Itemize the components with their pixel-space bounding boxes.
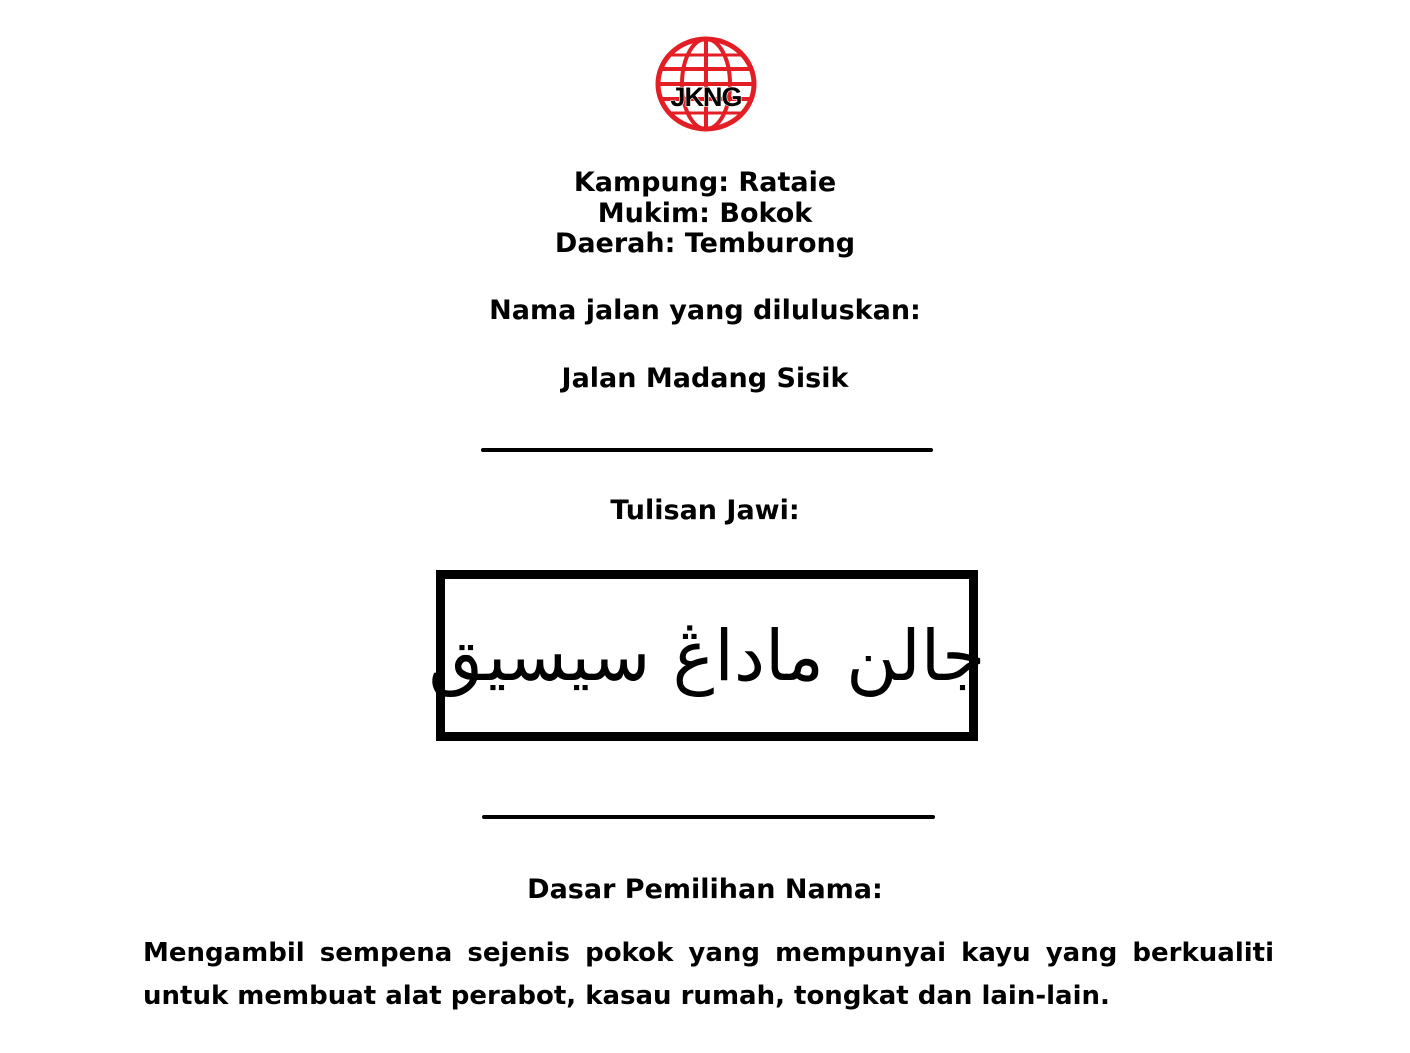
road-name: Jalan Madang Sisik	[561, 363, 849, 394]
jawi-box	[428, 570, 986, 741]
mukim-line: Mukim: Bokok	[597, 198, 813, 229]
svg-text:JKNG: JKNG	[670, 82, 742, 112]
approved-name-label: Nama jalan yang diluluskan:	[489, 295, 921, 326]
basis-description: Mengambil sempena sejenis pokok yang mempunyai kayu yang berkualiti untuk membuat alat perabot, kasau rumah, tongkat dan lain-lain.	[143, 938, 1274, 1011]
jawi-label: Tulisan Jawi:	[610, 495, 800, 526]
divider-top	[481, 448, 933, 452]
divider-bottom	[482, 815, 935, 819]
kampung-line: Kampung: Rataie	[573, 167, 837, 198]
basis-label: Dasar Pemilihan Nama:	[527, 874, 883, 905]
jkng-logo	[655, 36, 757, 132]
daerah-line: Daerah: Temburong	[554, 228, 856, 259]
globe-logo-icon	[655, 36, 757, 132]
jawi-road-name: جالن ماداڠ سيسيق	[428, 614, 986, 697]
